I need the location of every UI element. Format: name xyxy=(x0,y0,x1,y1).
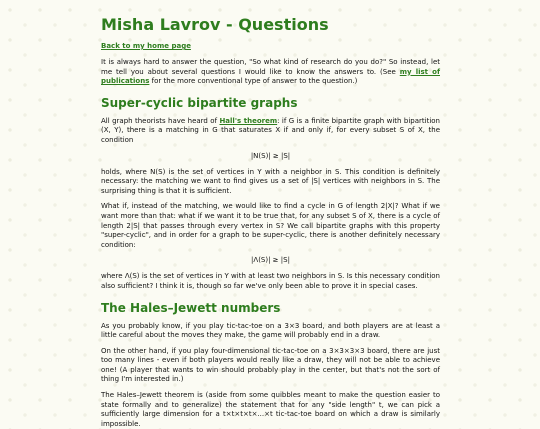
halls-text-1: All graph theorists have heard of xyxy=(101,116,220,125)
halls-text-2: : if G is a finite bipartite graph with bipartition (X, Y), there is a matching in G that saturates X if and only if, for every subset S of X, the condition xyxy=(101,116,440,144)
lambda-paragraph: where Λ(S) is the set of vertices in Y with at least two neighbors in S. Is this necessary condition also sufficient? I think it is, though so far we've only been able to prove it in special cases. xyxy=(101,272,440,290)
hales-jewett-paragraph: The Hales–Jewett theorem is (aside from some quibbles meant to make the question easier to state formally and to generalize) the statement that for any "side length" t, we can pick a sufficiently large dimension for a t×t×t×t×...×t tic-tac-toe board on which a draw is similarly impossible. xyxy=(101,391,440,428)
halls-theorem-link[interactable]: Hall's theorem xyxy=(219,116,278,125)
necessity-paragraph: holds, where N(S) is the set of vertices in Y with a neighbor in S. This condition is definitely necessary: the matching we want to find gives us a set of |S| vertices with neighbors in S. The surprising thing is that it is sufficient. xyxy=(101,167,440,195)
section-heading-super-cyclic: Super-cyclic bipartite graphs xyxy=(101,95,298,110)
four-dimensional-paragraph: On the other hand, if you play four-dimensional tic-tac-toe on a 3×3×3×3 board, there are just too many lines - even if both players would really like a draw, they will not be able to achieve one! (A player that wants to win should probably play in the center, but that's not the sort of thing I'm interested in.) xyxy=(101,346,440,384)
halls-paragraph xyxy=(101,117,440,146)
page-title: Misha Lavrov - Questions xyxy=(101,15,329,34)
publications-link[interactable]: my list of publications xyxy=(101,67,440,86)
cycle-paragraph: What if, instead of the matching, we would like to find a cycle in G of length 2|X|? What if we want more than that: what if we want it to be true that, for any subset S of X, there is a cycle of length 2|S| that passes through every vertex in S? We call bipartite graphs with this property "super-cyclic", and in order for a graph to be super-cyclic, there is another definitely necessary condition: xyxy=(101,202,440,249)
intro-paragraph xyxy=(101,58,440,87)
section-heading-hales-jewett: The Hales–Jewett numbers xyxy=(101,300,281,315)
formula-hall-condition: |N(S)| ≥ |S| xyxy=(250,151,291,160)
formula-cycle-condition: |Λ(S)| ≥ |S| xyxy=(251,256,290,265)
intro-text-1: It is always hard to answer the question, "So what kind of research do you do?" So instead, let me tell you about several questions I would like to know the answers to. (See xyxy=(101,58,440,76)
home-link[interactable]: Back to my home page xyxy=(101,42,191,50)
tic-tac-toe-paragraph: As you probably know, if you play tic-tac-toe on a 3×3 board, and both players are at least a little careful about the moves they make, the game will probably end in a draw. xyxy=(101,321,440,340)
intro-text-2: for the more conventional type of answer to the question.) xyxy=(149,77,358,86)
